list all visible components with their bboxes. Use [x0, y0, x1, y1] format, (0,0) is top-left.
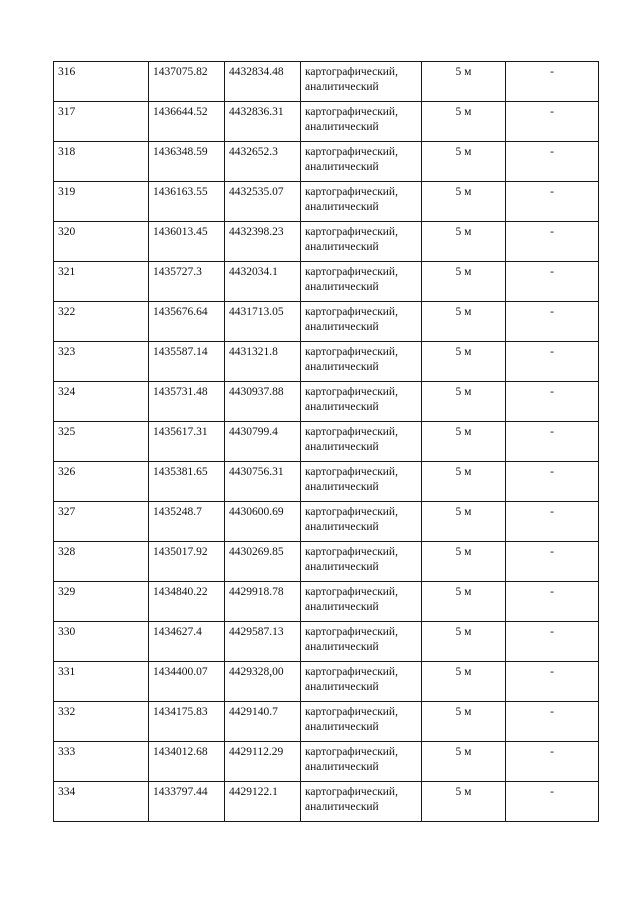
note: - — [506, 662, 599, 702]
determination-method: картографический, аналитический — [301, 102, 422, 142]
accuracy: 5 м — [422, 582, 506, 622]
coordinate-x: 1434400.07 — [149, 662, 225, 702]
coordinate-x: 1436644.52 — [149, 102, 225, 142]
coordinate-x: 1435676.64 — [149, 302, 225, 342]
table-row — [54, 502, 599, 542]
accuracy: 5 м — [422, 222, 506, 262]
accuracy: 5 м — [422, 782, 506, 822]
coordinate-x: 1435017.92 — [149, 542, 225, 582]
note: - — [506, 262, 599, 302]
coordinate-x: 1435727.3 — [149, 262, 225, 302]
table-row — [54, 262, 599, 302]
coordinate-y: 4430756.31 — [225, 462, 301, 502]
accuracy: 5 м — [422, 742, 506, 782]
point-number: 331 — [54, 662, 149, 702]
table-row — [54, 542, 599, 582]
note: - — [506, 302, 599, 342]
note: - — [506, 782, 599, 822]
note: - — [506, 582, 599, 622]
accuracy: 5 м — [422, 622, 506, 662]
point-number: 321 — [54, 262, 149, 302]
determination-method: картографический, аналитический — [301, 782, 422, 822]
table-row — [54, 302, 599, 342]
note: - — [506, 102, 599, 142]
table-row — [54, 622, 599, 662]
coordinate-y: 4429587.13 — [225, 622, 301, 662]
determination-method: картографический, аналитический — [301, 62, 422, 102]
determination-method: картографический, аналитический — [301, 422, 422, 462]
accuracy: 5 м — [422, 182, 506, 222]
accuracy: 5 м — [422, 302, 506, 342]
note: - — [506, 462, 599, 502]
table-row — [54, 102, 599, 142]
determination-method: картографический, аналитический — [301, 582, 422, 622]
coordinate-x: 1437075.82 — [149, 62, 225, 102]
point-number: 327 — [54, 502, 149, 542]
coordinate-y: 4430600.69 — [225, 502, 301, 542]
determination-method: картографический, аналитический — [301, 302, 422, 342]
table-row — [54, 462, 599, 502]
point-number: 319 — [54, 182, 149, 222]
coordinate-x: 1433797.44 — [149, 782, 225, 822]
coordinate-x: 1435617.31 — [149, 422, 225, 462]
determination-method: картографический, аналитический — [301, 222, 422, 262]
determination-method: картографический, аналитический — [301, 662, 422, 702]
note: - — [506, 622, 599, 662]
coordinate-y: 4430269.85 — [225, 542, 301, 582]
accuracy: 5 м — [422, 262, 506, 302]
coordinate-y: 4432652.3 — [225, 142, 301, 182]
coordinate-x: 1436013.45 — [149, 222, 225, 262]
accuracy: 5 м — [422, 382, 506, 422]
point-number: 324 — [54, 382, 149, 422]
determination-method: картографический, аналитический — [301, 462, 422, 502]
note: - — [506, 62, 599, 102]
table-row — [54, 342, 599, 382]
coordinate-y: 4430799.4 — [225, 422, 301, 462]
note: - — [506, 702, 599, 742]
determination-method: картографический, аналитический — [301, 382, 422, 422]
coordinate-x: 1435587.14 — [149, 342, 225, 382]
note: - — [506, 342, 599, 382]
point-number: 332 — [54, 702, 149, 742]
coordinate-y: 4430937.88 — [225, 382, 301, 422]
point-number: 316 — [54, 62, 149, 102]
point-number: 318 — [54, 142, 149, 182]
coordinate-x: 1434175.83 — [149, 702, 225, 742]
table-row — [54, 182, 599, 222]
table-row — [54, 662, 599, 702]
coordinate-x: 1436348.59 — [149, 142, 225, 182]
table-row — [54, 222, 599, 262]
determination-method: картографический, аналитический — [301, 182, 422, 222]
coordinate-y: 4431713.05 — [225, 302, 301, 342]
coordinate-y: 4432034.1 — [225, 262, 301, 302]
point-number: 322 — [54, 302, 149, 342]
accuracy: 5 м — [422, 142, 506, 182]
coordinate-y: 4432836.31 — [225, 102, 301, 142]
coordinate-y: 4432398.23 — [225, 222, 301, 262]
determination-method: картографический, аналитический — [301, 342, 422, 382]
coordinate-y: 4429122.1 — [225, 782, 301, 822]
coordinate-x: 1434840.22 — [149, 582, 225, 622]
note: - — [506, 502, 599, 542]
accuracy: 5 м — [422, 502, 506, 542]
table-row — [54, 382, 599, 422]
accuracy: 5 м — [422, 662, 506, 702]
determination-method: картографический, аналитический — [301, 502, 422, 542]
coordinate-y: 4432535.07 — [225, 182, 301, 222]
coordinate-y: 4429918.78 — [225, 582, 301, 622]
point-number: 326 — [54, 462, 149, 502]
table-row — [54, 742, 599, 782]
determination-method: картографический, аналитический — [301, 622, 422, 662]
accuracy: 5 м — [422, 102, 506, 142]
note: - — [506, 742, 599, 782]
coordinates-table — [53, 61, 599, 822]
note: - — [506, 222, 599, 262]
note: - — [506, 182, 599, 222]
table-row — [54, 582, 599, 622]
coordinate-y: 4429328,00 — [225, 662, 301, 702]
coordinate-x: 1434012.68 — [149, 742, 225, 782]
point-number: 328 — [54, 542, 149, 582]
table-row — [54, 782, 599, 822]
determination-method: картографический, аналитический — [301, 542, 422, 582]
accuracy: 5 м — [422, 702, 506, 742]
coordinate-y: 4431321.8 — [225, 342, 301, 382]
coordinate-x: 1434627.4 — [149, 622, 225, 662]
coordinate-y: 4429140.7 — [225, 702, 301, 742]
table-row — [54, 422, 599, 462]
accuracy: 5 м — [422, 342, 506, 382]
note: - — [506, 422, 599, 462]
determination-method: картографический, аналитический — [301, 742, 422, 782]
table-row — [54, 702, 599, 742]
point-number: 330 — [54, 622, 149, 662]
accuracy: 5 м — [422, 542, 506, 582]
point-number: 320 — [54, 222, 149, 262]
point-number: 334 — [54, 782, 149, 822]
coordinate-y: 4429112.29 — [225, 742, 301, 782]
determination-method: картографический, аналитический — [301, 702, 422, 742]
table-row — [54, 62, 599, 102]
coordinate-x: 1435248.7 — [149, 502, 225, 542]
accuracy: 5 м — [422, 462, 506, 502]
coordinate-x: 1435381.65 — [149, 462, 225, 502]
note: - — [506, 542, 599, 582]
point-number: 333 — [54, 742, 149, 782]
coordinate-x: 1436163.55 — [149, 182, 225, 222]
note: - — [506, 142, 599, 182]
accuracy: 5 м — [422, 62, 506, 102]
point-number: 317 — [54, 102, 149, 142]
determination-method: картографический, аналитический — [301, 262, 422, 302]
point-number: 323 — [54, 342, 149, 382]
coordinate-y: 4432834.48 — [225, 62, 301, 102]
coordinate-x: 1435731.48 — [149, 382, 225, 422]
accuracy: 5 м — [422, 422, 506, 462]
coordinates-table-body — [54, 62, 599, 822]
table-row — [54, 142, 599, 182]
determination-method: картографический, аналитический — [301, 142, 422, 182]
point-number: 325 — [54, 422, 149, 462]
point-number: 329 — [54, 582, 149, 622]
note: - — [506, 382, 599, 422]
